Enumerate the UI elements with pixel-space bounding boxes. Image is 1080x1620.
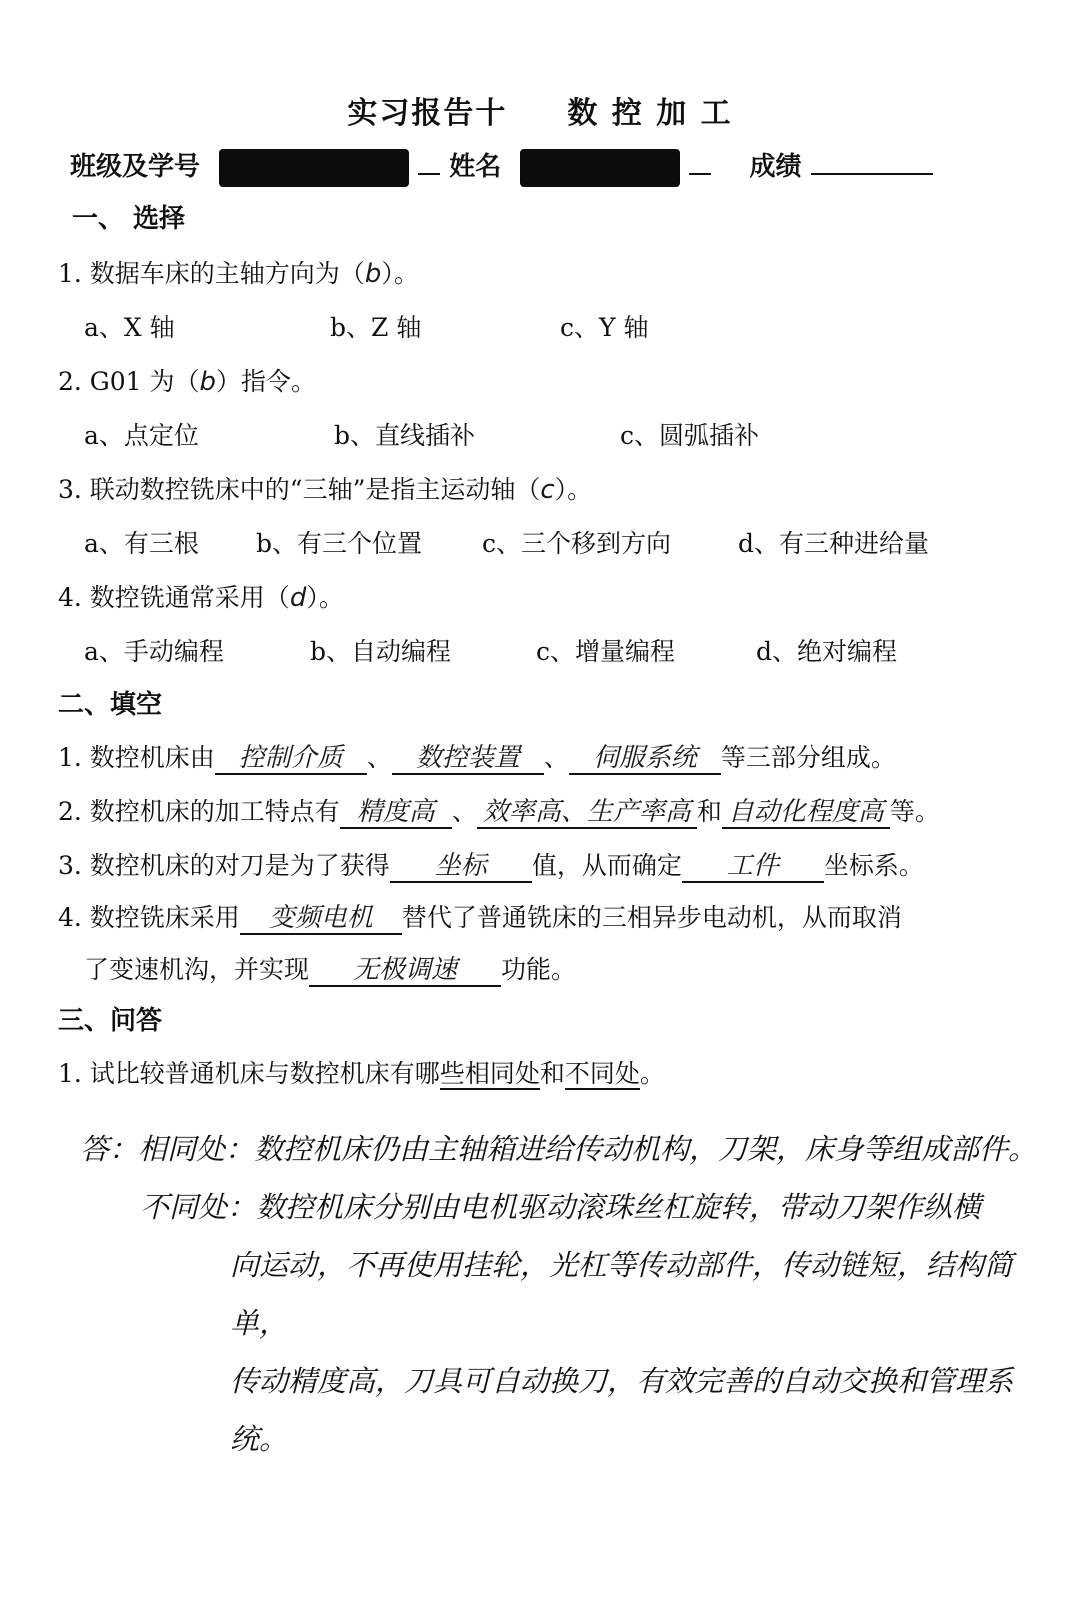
- score-blank: [811, 173, 933, 175]
- f2-mid: 和: [696, 797, 722, 826]
- q4-text: 4. 数控铣通常采用（: [58, 583, 290, 612]
- q1-option-b: b、Z 轴: [330, 313, 422, 342]
- qa-q1-mid: 和: [539, 1059, 565, 1088]
- f1-sep1: 、: [366, 743, 392, 772]
- f3-mid: 值，从而确定: [531, 851, 682, 880]
- f1-pre: 1. 数控机床由: [58, 743, 215, 772]
- answer-line-3: 向运动，不再使用挂轮，光杠等传动部件，传动链短，结构简单，: [230, 1248, 1014, 1340]
- q4-option-c: c、增量编程: [536, 637, 676, 666]
- q4-close: ）。: [306, 583, 344, 612]
- page-title: [0, 88, 1080, 132]
- q4-option-d: d、绝对编程: [756, 637, 898, 666]
- f2-blank2: 效率高、生产率高: [477, 798, 697, 829]
- f4-line2-post: 功能。: [501, 955, 577, 984]
- class-label: 班级及学号: [70, 152, 201, 182]
- q3-option-c: c、三个移到方向: [482, 529, 672, 558]
- f4-blank1: 变频电机: [240, 904, 402, 935]
- f3-blank2: 工件: [682, 852, 824, 883]
- qa-q1-post: 。: [639, 1059, 665, 1088]
- f3-blank1: 坐标: [390, 852, 532, 883]
- answer-line-2: 不同处：数控机床分别由电机驱动滚珠丝杠旋转，带动刀架作纵横: [140, 1190, 982, 1224]
- title-left: 实习报告十: [347, 96, 508, 131]
- f4-post: 替代了普通铣床的三相异步电动机，从而取消: [401, 903, 902, 932]
- f1-blank2: 数控装置: [392, 744, 544, 775]
- f3-post: 坐标系。: [823, 851, 924, 880]
- f2-blank1: 精度高: [340, 798, 452, 829]
- q3-option-b: b、有三个位置: [256, 529, 423, 558]
- section-choice-heading: 一、 选择: [72, 204, 186, 234]
- f2-post: 等。: [889, 797, 940, 826]
- name-label: 姓名: [449, 152, 502, 182]
- q2-answer: b: [199, 367, 217, 397]
- q3-text: 3. 联动数控铣床中的“三轴”是指主运动轴（: [58, 475, 541, 504]
- name-redaction: [520, 149, 680, 187]
- fill-q3: [58, 846, 924, 883]
- f2-sep1: 、: [451, 797, 477, 826]
- handwritten-answer: [80, 1120, 1040, 1468]
- class-redaction: [219, 149, 409, 187]
- qa-q1-underline1: 些相同处: [439, 1059, 540, 1088]
- q3-option-a: a、有三根: [84, 529, 199, 558]
- f4-blank2: 无极调速: [309, 956, 501, 987]
- q2-close: ）指令。: [216, 367, 317, 396]
- section-qa-heading: 三、问答: [58, 1006, 163, 1036]
- fill-q1: [58, 738, 896, 775]
- q2-option-a: a、点定位: [84, 421, 199, 450]
- choice-q4: [58, 578, 344, 614]
- qa-q1-pre: 1. 试比较普通机床与数控机床有哪: [58, 1059, 440, 1088]
- q3-close: ）。: [554, 475, 593, 504]
- fill-q4: [58, 898, 902, 935]
- answer-line-4: 传动精度高，刀具可自动换刀，有效完善的自动交换和管理系统。: [230, 1364, 1014, 1456]
- q3-option-d: d、有三种进给量: [738, 529, 930, 558]
- f4-pre: 4. 数控铣床采用: [58, 903, 240, 932]
- title-right: 数 控 加 工: [567, 96, 733, 131]
- score-label: 成绩: [749, 152, 802, 182]
- qa-q1-underline2: 不同处: [564, 1059, 640, 1088]
- choice-q2: [58, 362, 316, 398]
- section-fill-heading: 二、填空: [58, 690, 163, 720]
- student-info-row: [70, 146, 933, 187]
- q4-option-b: b、自动编程: [310, 637, 452, 666]
- f1-post: 等三部分组成。: [720, 743, 896, 772]
- fill-q4-line2: [84, 950, 576, 987]
- f1-sep2: 、: [543, 743, 569, 772]
- q1-option-a: a、X 轴: [84, 313, 175, 342]
- q2-option-c: c、圆弧插补: [620, 421, 760, 450]
- choice-q3: [58, 470, 592, 506]
- q1-answer: b: [364, 259, 382, 289]
- q4-answer: d: [289, 583, 307, 613]
- q1-option-c: c、Y 轴: [560, 313, 649, 342]
- q2-option-b: b、直线插补: [334, 421, 476, 450]
- q4-option-a: a、手动编程: [84, 637, 224, 666]
- f2-pre: 2. 数控机床的加工特点有: [58, 797, 340, 826]
- choice-q1: [58, 254, 419, 290]
- f3-pre: 3. 数控机床的对刀是为了获得: [58, 851, 390, 880]
- f4-line2-pre: 了变速机沟，并实现: [84, 955, 310, 984]
- f2-blank3: 自动化程度高: [722, 798, 890, 829]
- qa-q1: [58, 1054, 665, 1090]
- q3-answer: c: [540, 475, 555, 505]
- f1-blank3: 伺服系统: [569, 744, 721, 775]
- fill-q2: [58, 792, 940, 829]
- f1-blank1: 控制介质: [215, 744, 367, 775]
- q1-close: ）。: [381, 259, 419, 288]
- q2-text: 2. G01 为（: [58, 367, 200, 396]
- q1-text: 1. 数据车床的主轴方向为（: [58, 259, 365, 288]
- answer-line-1: 答：相同处：数控机床仍由主轴箱进给传动机构，刀架，床身等组成部件。: [80, 1132, 1038, 1166]
